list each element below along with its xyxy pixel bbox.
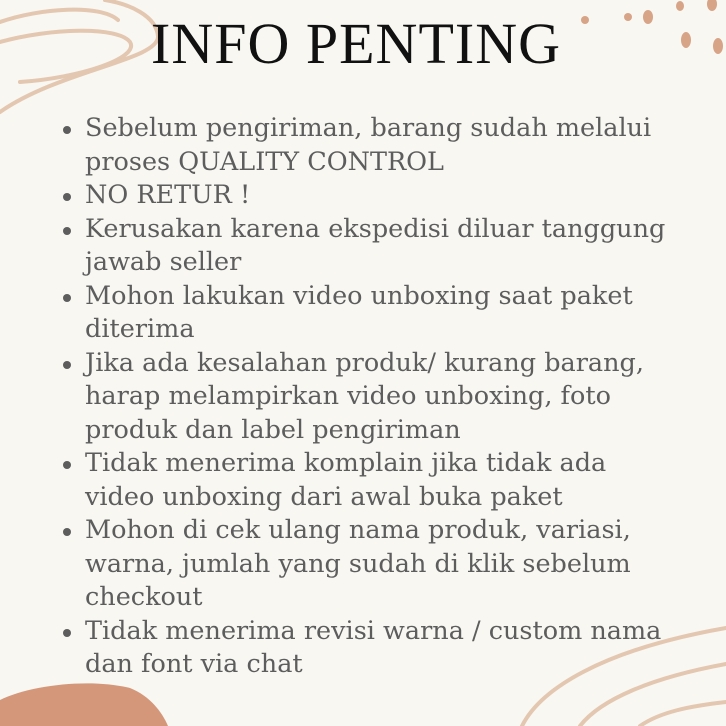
list-item: Tidak menerima revisi warna / custom nama dan font via chat: [60, 615, 700, 682]
list-item: Tidak menerima komplain jika tidak ada video unboxing dari awal buka paket: [60, 447, 700, 514]
list-item: Mohon lakukan video unboxing saat paket diterima: [60, 280, 700, 347]
list-item: NO RETUR !: [60, 179, 700, 213]
list-item: Jika ada kesalahan produk/ kurang barang, harap melampirkan video unboxing, foto produk dan label pengiriman: [60, 347, 700, 448]
list-item: Kerusakan karena ekspedisi diluar tanggung jawab seller: [60, 213, 700, 280]
list-item: Sebelum pengiriman, barang sudah melalui proses QUALITY CONTROL: [60, 112, 700, 179]
page-title: INFO PENTING: [151, 11, 561, 76]
info-list: [60, 112, 700, 682]
bottom-left-blob: [0, 683, 168, 726]
list-item: Mohon di cek ulang nama produk, variasi, warna, jumlah yang sudah di klik sebelum checkout: [60, 514, 700, 615]
